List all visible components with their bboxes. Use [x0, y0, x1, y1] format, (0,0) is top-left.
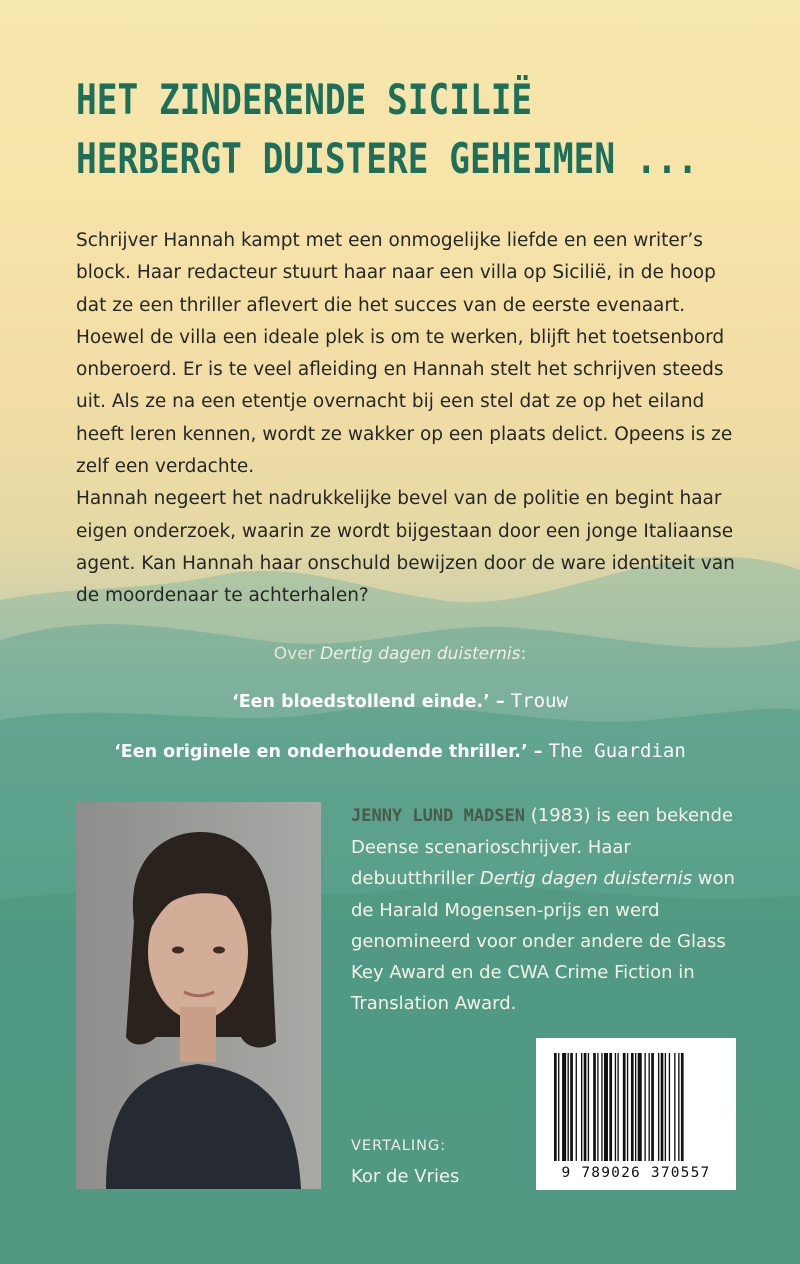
barcode-bar	[649, 1053, 650, 1161]
about-line	[0, 644, 800, 664]
quote-2-text: ‘Een originele en onderhoudende thriller.’	[114, 742, 528, 762]
barcode-bar	[631, 1053, 634, 1161]
author-bio-book-title: Dertig dagen duisternis	[479, 868, 693, 890]
barcode-bar	[617, 1053, 618, 1161]
barcode-bar	[562, 1053, 566, 1161]
blurb	[76, 225, 736, 613]
review-quote-1	[0, 690, 800, 712]
author-portrait-illustration	[76, 802, 321, 1189]
quote-1-dash: –	[489, 692, 511, 712]
quote-1-text: ‘Een bloedstollend einde.’	[232, 692, 490, 712]
about-prefix: Over	[273, 644, 321, 664]
barcode-bar	[558, 1053, 559, 1161]
author-bio	[351, 800, 751, 1019]
about-suffix: :	[520, 644, 527, 664]
author-bio-text-2: won de Harald Mogensen-prijs en werd genomineerd voor onder andere de Glass Key Award en de CWA Crime Fiction in Translation Award.	[351, 868, 735, 1015]
barcode-bar	[615, 1053, 616, 1161]
barcode-bars	[552, 1053, 720, 1161]
author-name: JENNY LUND MADSEN	[351, 806, 525, 826]
headline-line-1: HET ZINDERENDE SICILIË	[76, 75, 533, 124]
barcode-bar	[674, 1053, 675, 1161]
barcode-bar	[597, 1053, 598, 1161]
barcode-bar	[623, 1053, 626, 1161]
headline-line-2: HERBERGT DUISTERE GEHEIMEN ...	[76, 134, 699, 183]
headline	[76, 70, 698, 188]
barcode-bar	[669, 1053, 670, 1161]
translator-name: Kor de Vries	[351, 1166, 460, 1187]
barcode-bar	[568, 1053, 569, 1161]
barcode-bar	[584, 1053, 587, 1161]
translation-label: VERTALING:	[351, 1138, 447, 1154]
quote-2-dash: –	[527, 742, 549, 762]
author-photo	[76, 802, 321, 1189]
barcode-bar	[627, 1053, 628, 1161]
review-quote-2	[0, 740, 800, 762]
barcode-bar	[661, 1053, 664, 1161]
barcode-bar	[601, 1053, 602, 1161]
quote-1-source: Trouw	[510, 690, 568, 712]
barcode-bar	[554, 1053, 557, 1161]
barcode-bar	[681, 1053, 684, 1161]
barcode-bar	[638, 1053, 642, 1161]
barcode-bar	[651, 1053, 654, 1161]
blurb-paragraph-2: Hannah negeert het nadrukkelijke bevel van de politie en begint haar eigen onderzoek, waarin ze wordt bijgestaan door een jonge Italiaanse agent. Kan Hannah haar onschuld bewijzen door de ware identiteit van de moordenaar te achterhalen?	[76, 488, 735, 607]
barcode-bar	[665, 1053, 666, 1161]
barcode-bar	[658, 1053, 659, 1161]
barcode-bar	[593, 1053, 596, 1161]
quote-2-source: The Guardian	[548, 740, 686, 762]
author-bio-text-1: (1983) is een bekende Deense scenarioschrijver. Haar debuutthriller	[351, 805, 733, 890]
barcode-bar	[678, 1053, 679, 1161]
barcode-bar	[609, 1053, 612, 1161]
barcode-bar	[576, 1053, 577, 1161]
barcode-bar	[644, 1053, 645, 1161]
about-book-title: Dertig dagen duisternis	[320, 644, 521, 664]
blurb-paragraph-1: Schrijver Hannah kampt met een onmogelijke liefde en een writer’s block. Haar redacteur stuurt haar naar een villa op Sicilië, in de hoop dat ze een thriller aflevert die het succes van de eerste evenaart. Hoewel de villa een ideale plek is om te werken, blijft het toetsenbord onberoerd. Er is te veel afleiding en Hannah stelt het schrijven steeds uit. Als ze na een etentje overnacht bij een stel dat ze op het eiland heeft leren kennen, wordt ze wakker op een plaats delict. Opeens is ze zelf een verdachte.	[76, 230, 733, 478]
barcode-bar	[635, 1053, 636, 1161]
barcode-bar	[581, 1053, 582, 1161]
barcode-bar	[570, 1053, 573, 1161]
barcode-bar	[604, 1053, 608, 1161]
isbn-barcode	[536, 1038, 736, 1190]
barcode-bar	[588, 1053, 589, 1161]
isbn-number: 9 789026 370557	[561, 1165, 711, 1181]
